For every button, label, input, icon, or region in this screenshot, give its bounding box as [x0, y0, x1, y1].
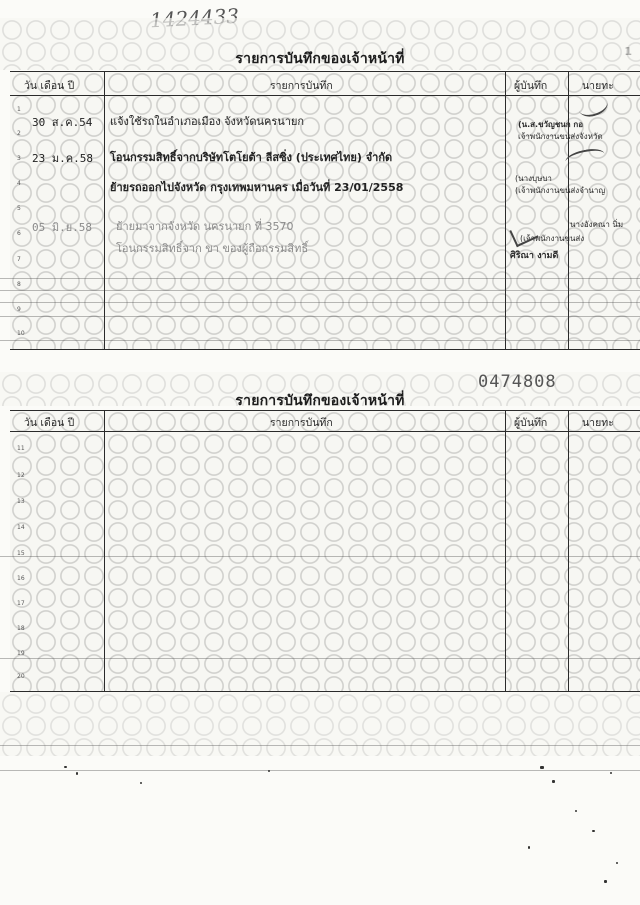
entry-date: 30 ส.ค.54 — [32, 116, 93, 129]
scan-speck — [552, 780, 555, 783]
row-number: 6 — [17, 230, 21, 237]
scan-speck — [268, 770, 270, 772]
lower-header-date: วัน เดือน ปี — [24, 417, 75, 429]
scan-speck — [616, 862, 618, 864]
row-number: 5 — [17, 205, 21, 212]
scan-speck — [610, 772, 612, 774]
row-number: 2 — [17, 130, 21, 137]
upper-header-date: วัน เดือน ปี — [24, 80, 75, 92]
lower-table-title: รายการบันทึกของเจ้าหน้าที่ — [235, 393, 405, 409]
scan-streak — [0, 316, 640, 317]
row-number: 9 — [17, 306, 21, 313]
upper-header-entry: รายการบันทึก — [270, 80, 333, 92]
scan-streak — [0, 658, 640, 659]
row-number: 11 — [17, 445, 25, 452]
scan-streak — [0, 340, 640, 341]
row-number: 19 — [17, 650, 25, 657]
entry-text: ย้ายมาจากจังหวัด นครนายก ที่ 3570 — [116, 220, 294, 233]
entry-date: 05 มิ.ย.58 — [32, 221, 93, 234]
row-number: 20 — [17, 673, 25, 680]
row-number: 14 — [17, 524, 25, 531]
signature-name: ศิริณา งามดี — [510, 251, 559, 261]
scan-speck — [575, 810, 577, 812]
upper-header-registrar: นายทะ — [582, 80, 614, 92]
footer-pattern — [0, 692, 640, 756]
signature-position: (เจ้าพนักงานขนส่งจำนาญ — [515, 186, 606, 195]
row-number: 8 — [17, 281, 21, 288]
signature-position: (เจ้าพนักงานขนส่ง — [520, 234, 585, 243]
upper-table-title: รายการบันทึกของเจ้าหน้าที่ — [235, 51, 405, 67]
scan-streak — [0, 290, 640, 291]
row-number: 18 — [17, 625, 25, 632]
lower-header-recorder: ผู้บันทึก — [514, 417, 548, 429]
scan-speck — [528, 846, 530, 849]
scan-speck — [140, 782, 142, 784]
scan-streak — [0, 556, 640, 557]
upper-col-divider-1 — [104, 71, 105, 350]
entry-text: โอนกรรมสิทธิ์จาก ขา ของผู้ถือกรรมสิทธิ์ — [116, 242, 309, 255]
scan-speck — [592, 830, 595, 832]
upper-col-divider-2 — [505, 71, 506, 350]
scan-streak — [0, 745, 640, 746]
entry-text: แจ้งใช้รถในอำเภอเมือง จังหวัดนครนายก — [110, 115, 305, 128]
lower-col-divider-1 — [104, 410, 105, 692]
lower-col-divider-3 — [568, 410, 569, 692]
upper-header-recorder: ผู้บันทึก — [514, 80, 548, 92]
entry-text: โอนกรรมสิทธิ์จากบริษัทโตโยต้า ลีสซิ่ง (ประเทศไทย) จำกัด — [110, 151, 393, 164]
form-number: 0474808 — [478, 372, 557, 392]
lower-col-divider-2 — [505, 410, 506, 692]
row-number: 10 — [17, 330, 25, 337]
row-number: 7 — [17, 256, 21, 263]
entry-text: ย้ายรถออกไปจังหวัด กรุงเทพมหานคร เมื่อวันที่ 23/01/2558 — [110, 181, 404, 194]
lower-header-registrar: นายทะ — [582, 417, 614, 429]
row-number: 15 — [17, 550, 25, 557]
scan-streak — [0, 302, 640, 303]
row-number: 17 — [17, 600, 25, 607]
row-number: 16 — [17, 575, 25, 582]
signature-position: เจ้าพนักงานขนส่งจังหวัด — [518, 132, 603, 141]
lower-header-entry: รายการบันทึก — [270, 417, 333, 429]
row-number: 12 — [17, 472, 25, 479]
signature-name: นางอังคณา นิ่ม — [570, 220, 624, 229]
scan-streak — [0, 770, 640, 771]
scan-speck — [76, 772, 78, 775]
scan-speck — [64, 766, 67, 768]
signature-name: (นางบุษบา — [515, 174, 552, 183]
upper-col-divider-3 — [568, 71, 569, 350]
row-number: 1 — [17, 106, 21, 113]
scan-speck — [604, 880, 607, 883]
row-number: 3 — [17, 155, 21, 162]
scan-streak — [0, 278, 640, 279]
entry-date: 23 ม.ค.58 — [32, 152, 93, 165]
signature-name: (น.ส.ขวัญชนก กอ — [518, 120, 584, 129]
row-number: 13 — [17, 498, 25, 505]
row-number: 4 — [17, 180, 21, 187]
scan-speck — [540, 766, 544, 769]
